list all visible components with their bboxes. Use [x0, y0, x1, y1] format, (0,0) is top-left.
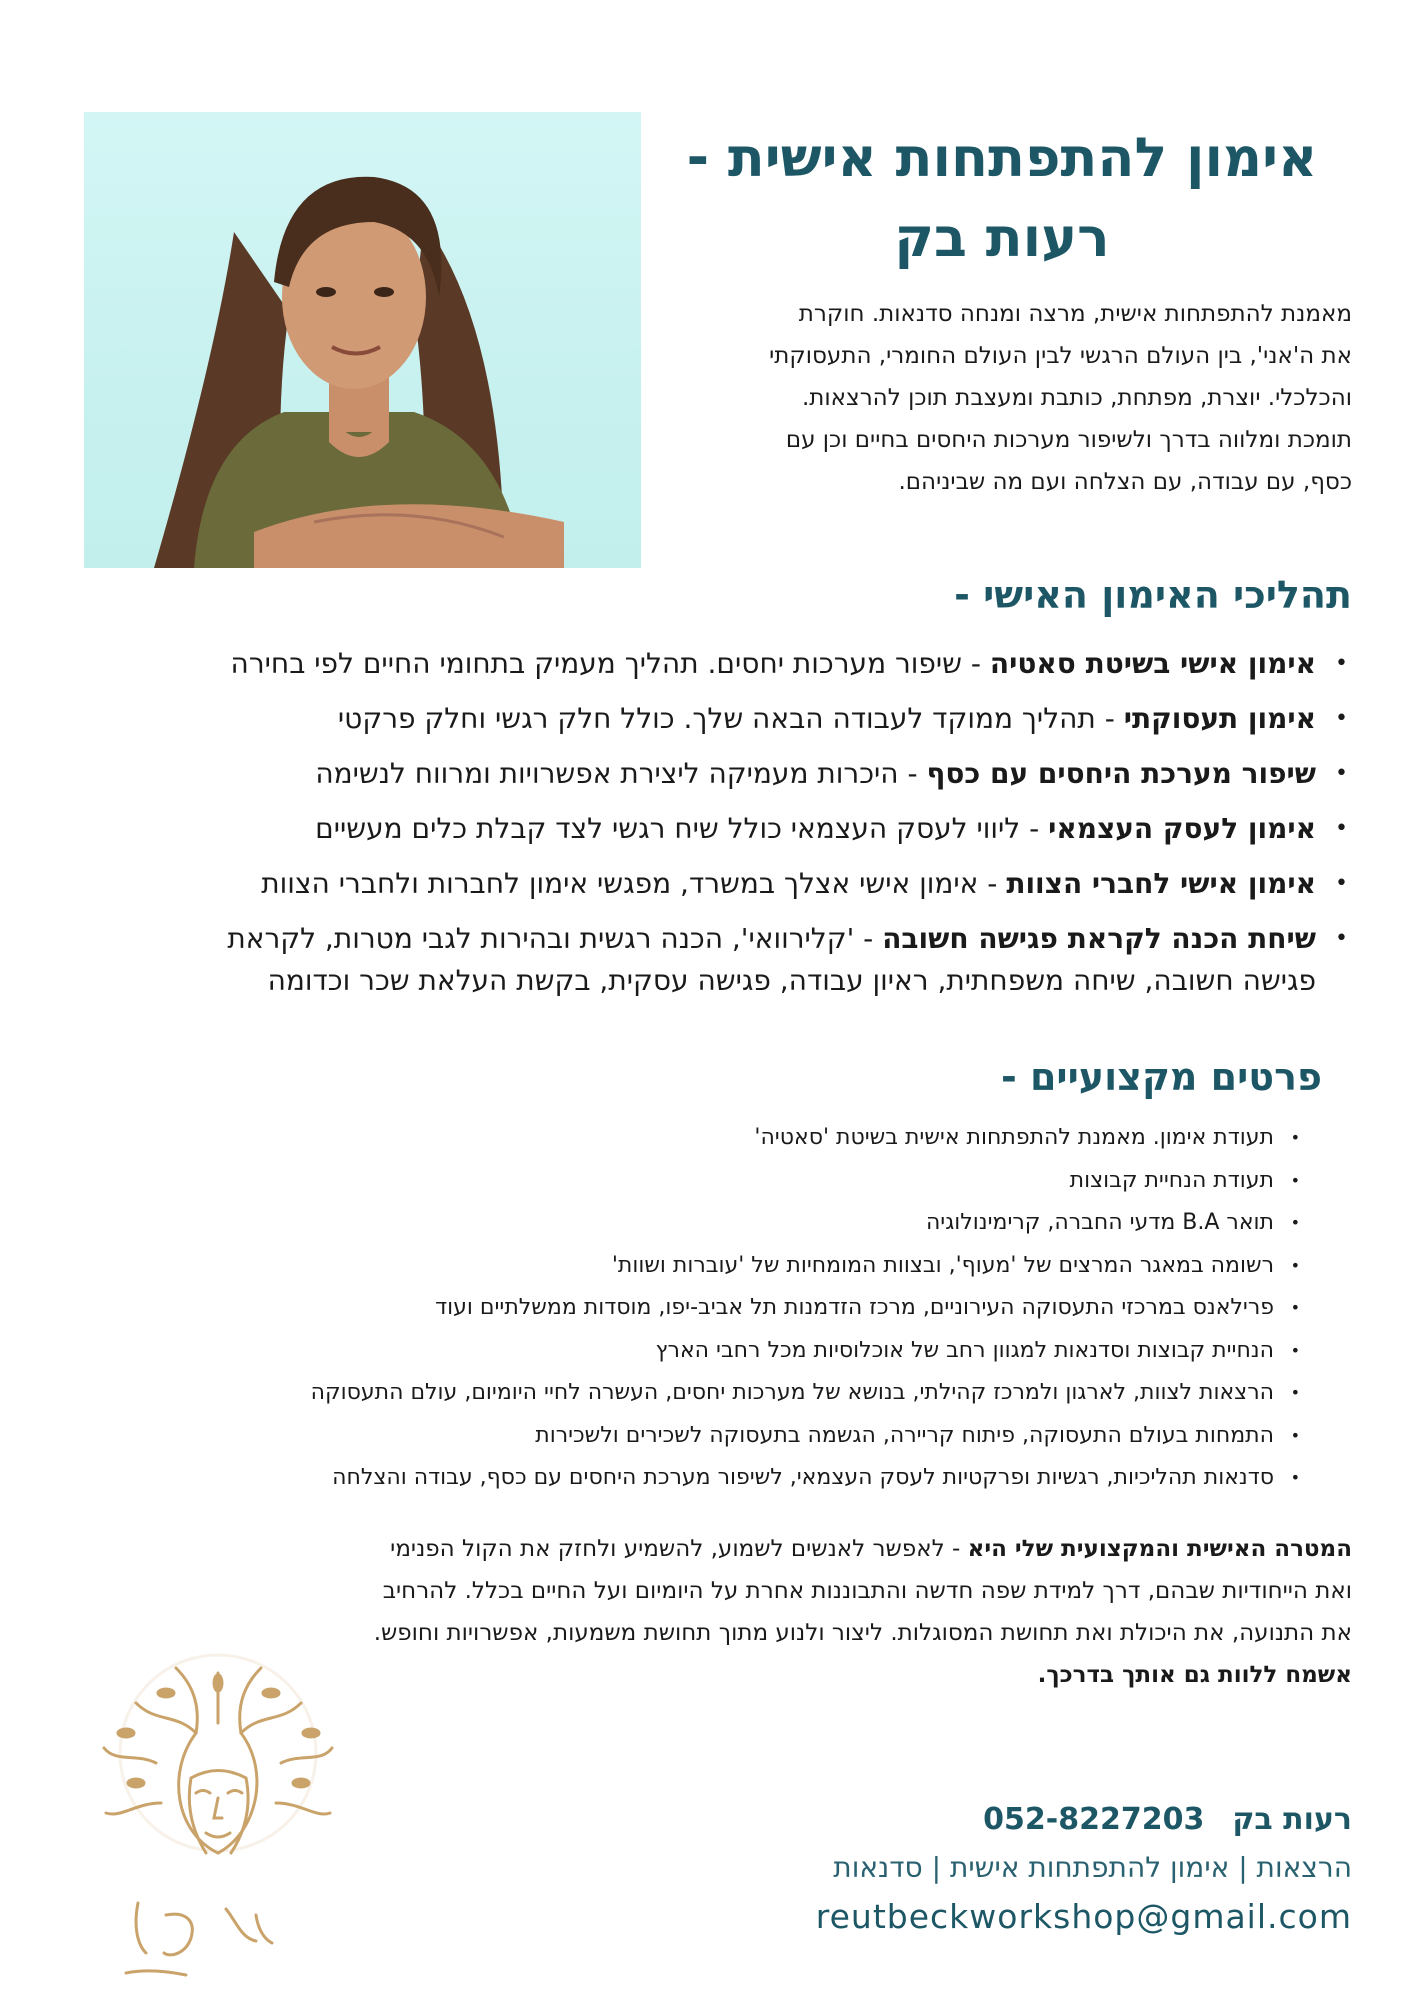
item-text: תעודת הנחיית קבוצות: [1069, 1167, 1274, 1193]
item-title: אימון תעסוקתי: [1123, 702, 1316, 735]
title-line-1: אימון להתפתחות אישית -: [686, 126, 1318, 189]
item-text: - היכרות מעמיקה ליצירת אפשרויות ומרווח לנשימה: [315, 757, 927, 790]
goal-line: [152, 1528, 1352, 1570]
list-item: [42, 1287, 1302, 1330]
list-item: [42, 1415, 1302, 1458]
intro-line: תומכת ומלווה בדרך ולשיפור מערכות היחסים בחיים וכן עם: [785, 427, 1352, 453]
processes-heading: תהליכי האימון האישי -: [954, 573, 1352, 617]
professional-heading: פרטים מקצועיים -: [1000, 1055, 1322, 1099]
list-item: [42, 1457, 1302, 1500]
item-text: הרצאות לצוות, לארגון ולמרכז קהילתי, בנושא של מערכות יחסים, העשרה לחיי היומיום, עולם התעסוקה: [310, 1380, 1274, 1405]
item-title: אימון אישי בשיטת סאטיה: [989, 647, 1316, 680]
item-text: תואר B.A מדעי החברה, קרימינולוגיה: [925, 1210, 1274, 1235]
bullet-icon: •: [1335, 761, 1348, 786]
intro-line: והכלכלי. יוצרת, מפתחת, כותבת ומעצבת תוכן להרצאות.: [801, 385, 1352, 411]
bullet-icon: •: [1290, 1383, 1300, 1402]
bullet-icon: •: [1290, 1128, 1300, 1147]
contact-tagline: הרצאות | אימון להתפתחות אישית | סדנאות: [833, 1851, 1352, 1884]
intro-paragraph: [632, 293, 1352, 503]
item-text: - שיפור מערכות יחסים. תהליך מעמיק בתחומי החיים לפי בחירה: [230, 647, 990, 680]
goal-bold-lead: המטרה האישית והמקצועית שלי היא: [967, 1536, 1352, 1562]
title-line-2: רעות בק: [894, 206, 1110, 269]
list-item: [42, 1245, 1302, 1288]
bullet-icon: •: [1290, 1213, 1300, 1232]
bullet-icon: •: [1290, 1255, 1300, 1275]
item-text: - 'קלירוואי', הכנה רגשית ובהירות לגבי מטרות, לקראת: [227, 922, 883, 955]
item-text: - אימון אישי אצלך במשרד, מפגשי אימון לחברות ולחברי הצוות: [261, 867, 1007, 900]
bullet-icon: •: [1335, 706, 1348, 731]
item-text-continuation: פגישה חשובה, שיחה משפחתית, ראיון עבודה, פגישה עסקית, בקשת העלאת שכר וכדומה: [267, 964, 1316, 997]
contact-block: [652, 1796, 1352, 1942]
email-link[interactable]: reutbeckworkshop@gmail.com: [815, 1897, 1352, 1936]
list-item: [52, 801, 1352, 856]
bullet-icon: •: [1290, 1425, 1300, 1445]
item-text: הנחיית קבוצות וסדנאות למגוון רחב של אוכלוסיות מכל רחבי הארץ: [655, 1337, 1274, 1363]
item-title: אימון לעסק העצמאי: [1048, 812, 1316, 845]
goal-line: ואת הייחודיות שבהם, דרך למידת שפה חדשה והתבוננות אחרת על היומיום ועל החיים בכלל. להרחיב: [382, 1578, 1352, 1604]
goal-closing: אשמח ללוות גם אותך בדרכך.: [1037, 1662, 1352, 1688]
list-item: [42, 1372, 1302, 1415]
list-item: [52, 856, 1352, 911]
portrait-photo: [84, 112, 641, 568]
list-item: [52, 691, 1352, 746]
phone-number[interactable]: 052-8227203: [983, 1802, 1205, 1837]
bullet-icon: •: [1335, 871, 1348, 896]
item-text: - ליווי לעסק העצמאי כולל שיח רגשי לצד קבלת כלים מעשיים: [315, 812, 1049, 845]
intro-line: את ה'אני', בין העולם הרגשי לבין העולם החומרי, התעסוקתי: [769, 343, 1352, 369]
list-item: [52, 636, 1352, 691]
item-text: רשומה במאגר המרצים של 'מעוף', ובצוות המומחיות של 'עוברות ושוות': [611, 1252, 1274, 1278]
list-item: [42, 1330, 1302, 1373]
item-text: תעודת אימון. מאמנת להתפתחות אישית בשיטת 'סאטיה': [754, 1125, 1274, 1150]
list-item: [42, 1202, 1302, 1245]
professional-list: [42, 1117, 1302, 1500]
item-title: שיחת הכנה לקראת פגישה חשובה: [882, 922, 1316, 955]
page-title: [652, 118, 1352, 278]
goal-line: את התנועה, את היכולת ואת תחושת המסוגלות. ליצור ולנוע מתוך תחושת משמעות, אפשרויות וחופש.: [373, 1620, 1352, 1646]
intro-line: מאמנת להתפתחות אישית, מרצה ומנחה סדנאות. חוקרת: [798, 301, 1352, 327]
bullet-icon: •: [1290, 1170, 1300, 1190]
intro-line: כסף, עם עבודה, עם הצלחה ועם מה שביניהם.: [898, 469, 1352, 495]
bullet-icon: •: [1335, 926, 1348, 951]
goal-text: - לאפשר לאנשים לשמוע, להשמיע ולחזק את הקול הפנימי: [390, 1536, 968, 1562]
item-text: פרילאנס במרכזי התעסוקה העירוניים, מרכז הזדמנות תל אביב-יפו, מוסדות ממשלתיים ועוד: [435, 1295, 1274, 1320]
item-title: שיפור מערכת היחסים עם כסף: [926, 757, 1316, 790]
bullet-icon: •: [1290, 1340, 1300, 1360]
processes-list: [52, 636, 1352, 1002]
contact-name-line: [652, 1796, 1352, 1844]
bullet-icon: •: [1290, 1468, 1300, 1487]
list-item: [42, 1160, 1302, 1203]
item-text: - תהליך ממוקד לעבודה הבאה שלך. כולל חלק רגשי וחלק פרקטי: [337, 702, 1124, 735]
item-text: התמחות בעולם התעסוקה, פיתוח קריירה, הגשמה בתעסוקה לשכירים ולשכירות: [535, 1422, 1274, 1448]
item-text: סדנאות תהליכיות, רגשיות ופרקטיות לעסק העצמאי, לשיפור מערכת היחסים עם כסף, עבודה והצלחה: [332, 1465, 1274, 1490]
tree-face-logo: [96, 1653, 340, 1983]
list-item: [42, 1117, 1302, 1160]
bullet-icon: •: [1290, 1298, 1300, 1317]
item-title: אימון אישי לחברי הצוות: [1006, 867, 1316, 900]
bullet-icon: •: [1335, 651, 1348, 676]
list-item: [52, 746, 1352, 801]
list-item: [52, 911, 1352, 1002]
contact-name: רעות בק: [1232, 1802, 1352, 1837]
bullet-icon: •: [1335, 816, 1348, 841]
